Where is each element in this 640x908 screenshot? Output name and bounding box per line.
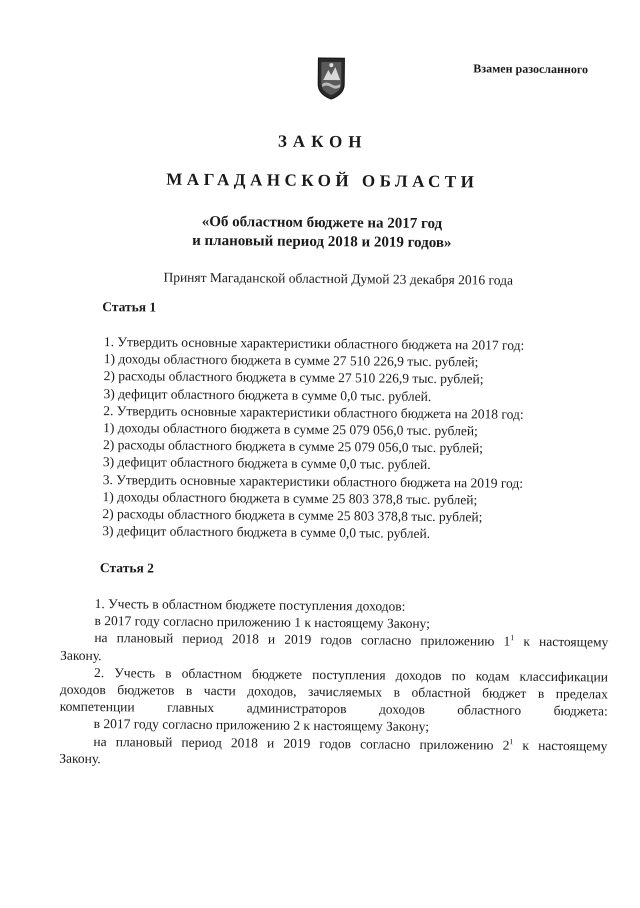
region-title: МАГАДАНСКОЙ ОБЛАСТИ [166, 169, 479, 192]
article-2-p1-line-4: Закону. [60, 647, 102, 663]
article-2-p1-line-3-text: на плановый период 2018 и 2019 годов согласно приложению 1 [94, 630, 511, 650]
magadan-coat-of-arms-icon [316, 56, 346, 100]
article-1-line: 3) дефицит областного бюджета в сумме 0,0 тыс. рублей. [103, 385, 432, 404]
article-1-line: 3) дефицит областного бюджета в сумме 0,0 тыс. рублей. [102, 454, 431, 473]
law-name-line-1: «Об областном бюджете на 2017 год [201, 213, 443, 233]
article-2-p1-line-1: 1. Учесть в областном бюджете поступления доходов: [94, 596, 406, 614]
article-2-body [59, 595, 608, 772]
law-name-line-2: и плановый период 2018 и 2019 годов» [192, 232, 452, 252]
article-2-p1-line-3-tail: к настоящему [514, 634, 609, 650]
article-1-line: 3. Утвердить основные характеристики областного бюджета на 2019 год: [102, 471, 524, 491]
article-1-line: 3) дефицит областного бюджета в сумме 0,0 тыс. рублей. [102, 523, 431, 542]
appendix-superscript: 1 [509, 736, 514, 746]
appendix-superscript: 1 [510, 633, 515, 643]
article-2-p1-line-2: в 2017 году согласно приложению 1 к настоящему Закону; [94, 613, 430, 632]
article-1-line: 1) доходы областного бюджета в сумме 25 803 378,8 тыс. рублей; [102, 488, 478, 508]
article-1-line: 1) доходы областного бюджета в сумме 25 079 056,0 тыс. рублей; [103, 420, 478, 439]
article-2-p2-line-5-tail: к настоящему [513, 737, 608, 754]
article-2-title: Статья 2 [99, 560, 154, 576]
article-2-p2-line-1: 2. Учесть в областном бюджете поступления доходов по кодам классификации [93, 664, 609, 685]
article-2-p2-line-6: Закону. [59, 750, 101, 766]
law-name [2, 211, 640, 255]
article-1-line: 1) доходы областного бюджета в сумме 27 510 226,9 тыс. рублей; [103, 351, 479, 370]
article-2-p2-line-2: доходов бюджетов в части доходов, зачисляемых в областной бюджет в пределах [59, 681, 608, 702]
article-1-line: 2) расходы областного бюджета в сумме 25 079 056,0 тыс. рублей; [102, 437, 484, 456]
article-2-p2-line-4: в 2017 году согласно приложению 2 к настоящему Закону; [93, 716, 430, 735]
article-1-title: Статья 1 [102, 299, 157, 315]
article-2-p2-line-5-text: на плановый период 2018 и 2019 годов согласно приложению 2 [93, 733, 510, 753]
article-1-body [102, 333, 524, 543]
law-title: ЗАКОН [277, 131, 368, 152]
article-2-p2-line-3: компетенции главных администраторов доходов областного бюджета: [59, 698, 608, 719]
article-1-line: 2) расходы областного бюджета в сумме 25 803 378,8 тыс. рублей; [102, 506, 483, 525]
adoption-note: Принят Магаданской областной Думой 23 декабря 2016 года [163, 269, 514, 288]
article-1-line: 1. Утвердить основные характеристики областного бюджета на 2017 год: [103, 334, 525, 353]
article-1-line: 2. Утвердить основные характеристики областного бюджета на 2018 год: [103, 402, 524, 422]
article-1-line: 2) расходы областного бюджета в сумме 27 510 226,9 тыс. рублей; [103, 368, 484, 387]
replace-note: Взамен разосланного [473, 61, 589, 77]
